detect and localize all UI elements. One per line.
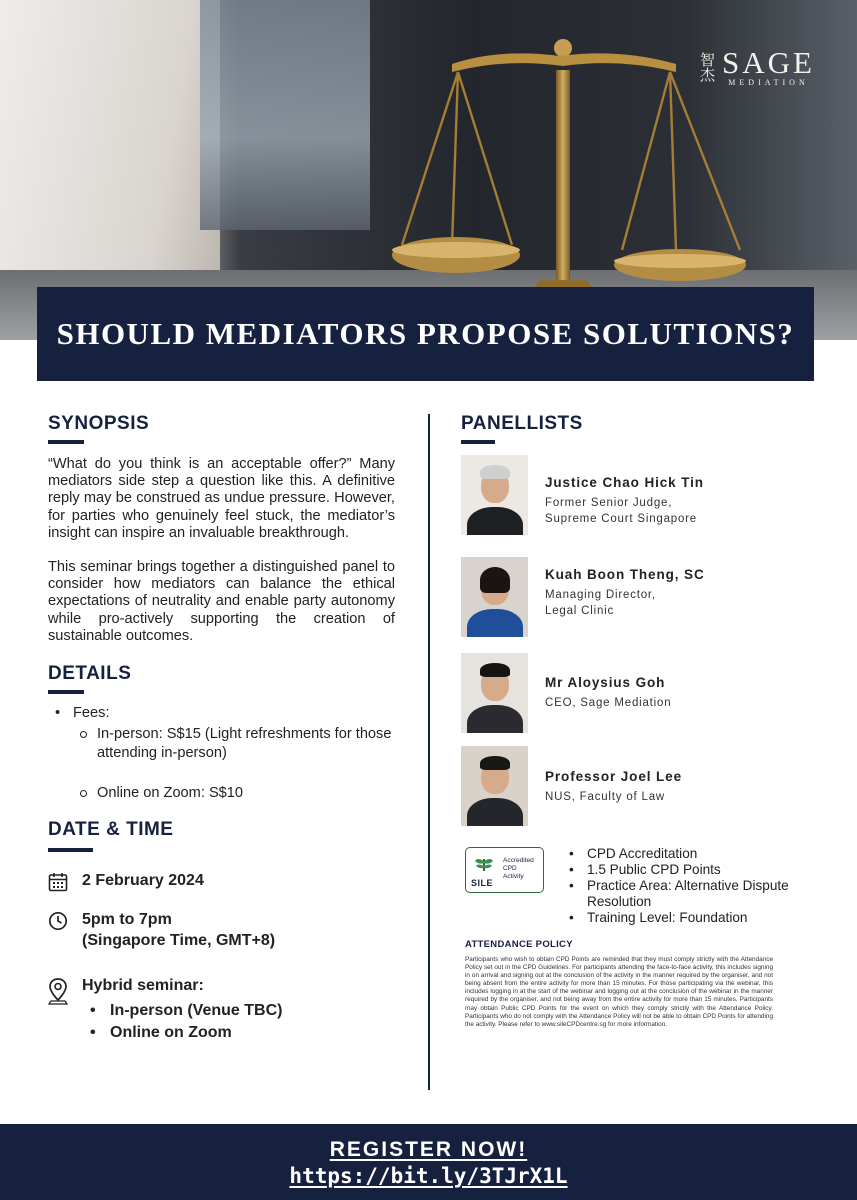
panellist-card (461, 746, 821, 826)
panellist-name: Mr Aloysius Goh (545, 675, 666, 690)
panellists-heading: PANELLISTS (461, 413, 583, 434)
details-rule (48, 690, 84, 694)
panellist-name: Professor Joel Lee (545, 769, 683, 784)
sile-name: SILE (471, 878, 494, 888)
panellist-role: NUS, Faculty of Law (545, 791, 666, 803)
panellist-role: CEO, Sage Mediation (545, 697, 672, 709)
registration-url-link[interactable]: https://bit.ly/3TJrX1L (289, 1164, 568, 1188)
panellist-role: Former Senior Judge, Supreme Court Singapore (545, 497, 698, 525)
venue-item: • Online on Zoom (90, 1022, 282, 1043)
location-pin-icon (48, 975, 68, 1044)
synopsis-paragraph-2: This seminar brings together a distinguished panel to consider how mediators can balance the ethical expectations of neutrality and enable party autonomy while pro-actively supporting the creation of sustainable outcomes. (48, 559, 395, 644)
clock-icon (48, 909, 68, 951)
cpd-item: • Training Level: Foundation (568, 910, 818, 926)
fee-in-person: In-person: S$15 (Light refreshments for those attending in-person) (55, 725, 400, 763)
venue-item: • In-person (Venue TBC) (90, 1000, 282, 1021)
sile-badge-text: Accredited CPD Activity (503, 857, 534, 880)
panellist-role: Managing Director, Legal Clinic (545, 589, 656, 617)
footer-bar (0, 1124, 857, 1200)
panellist-photo (461, 455, 528, 535)
fees-list (55, 704, 400, 803)
venue-list (82, 1000, 282, 1043)
fees-label: • Fees: (55, 704, 400, 723)
panellist-photo (461, 653, 528, 733)
cpd-item: • Practice Area: Alternative Dispute Resolution (568, 878, 818, 910)
details-heading: DETAILS (48, 663, 132, 684)
datetime-heading: DATE & TIME (48, 819, 174, 840)
synopsis-heading: SYNOPSIS (48, 413, 150, 434)
time-line-2: (Singapore Time, GMT+8) (82, 932, 276, 949)
logo-name: SAGE (722, 45, 815, 80)
event-date (48, 870, 204, 898)
venue-format: Hybrid seminar: (82, 977, 204, 994)
page-title: SHOULD MEDIATORS PROPOSE SOLUTIONS? (56, 316, 795, 351)
attendance-policy-text: Participants who wish to obtain CPD Points are reminded that they must comply strictly with the Attendance Policy set out in the CPD Guidelines. For participants attending the face-to-face activity, this includes signing in on arrival and signing out at the conclusion of the activity in the manner required by the organiser, and not being absent from the entire activity for more than 15 minutes. For those participating via the webinar, this includes logging in at the start of the webinar and logging out at the conclusion of the webinar in the manner required by the organiser, and not being away from the entire activity for more than 15 minutes. Participants may obtain Public CPD Points for the event on which they comply strictly with the Attendance Policy. Participants who do not comply with the Attendance Policy will not be able to obtain CPD Points for attending the activity. Please refer to www.sileCPDcentre.sg for more information. (465, 956, 773, 1028)
synopsis-rule (48, 440, 84, 444)
panellist-card (461, 653, 821, 733)
time-line-1: 5pm to 7pm (82, 911, 172, 928)
synopsis-paragraph-1: “What do you think is an acceptable offer?” Many mediators side step a question like this. A definitive reply may be construed as undue pressure. However, for parties who genuinely feel stuck, the mediator’s insight can inspire an invaluable breakthrough. (48, 456, 395, 541)
sile-cpd-centre-link[interactable]: www.sileCPDcentre.sg (541, 1020, 607, 1028)
sile-accreditation-badge (465, 847, 544, 893)
logo-sub: MEDIATION (728, 78, 809, 87)
event-venue (48, 975, 282, 1044)
register-now-link[interactable]: REGISTER NOW! (329, 1138, 528, 1161)
panellist-photo (461, 557, 528, 637)
column-divider (428, 414, 430, 1090)
fee-online: Online on Zoom: S$10 (55, 784, 400, 803)
panellist-card (461, 557, 821, 637)
title-band (37, 287, 814, 381)
cpd-item: • CPD Accreditation (568, 846, 818, 862)
calendar-icon (48, 870, 68, 898)
logo-cjk: 智杰 (700, 50, 716, 84)
sage-mediation-logo (700, 45, 815, 87)
panellist-name: Kuah Boon Theng, SC (545, 567, 705, 582)
datetime-rule (48, 848, 93, 852)
panellists-rule (461, 440, 495, 444)
sile-leaf-icon (473, 855, 495, 871)
event-time (48, 909, 275, 951)
cpd-item: • 1.5 Public CPD Points (568, 862, 818, 878)
panellist-photo (461, 746, 528, 826)
panellist-name: Justice Chao Hick Tin (545, 475, 704, 490)
attendance-policy-heading: ATTENDANCE POLICY (465, 939, 573, 950)
cpd-info-list (568, 846, 818, 926)
date-text: 2 February 2024 (82, 872, 204, 889)
panellist-card (461, 455, 821, 535)
